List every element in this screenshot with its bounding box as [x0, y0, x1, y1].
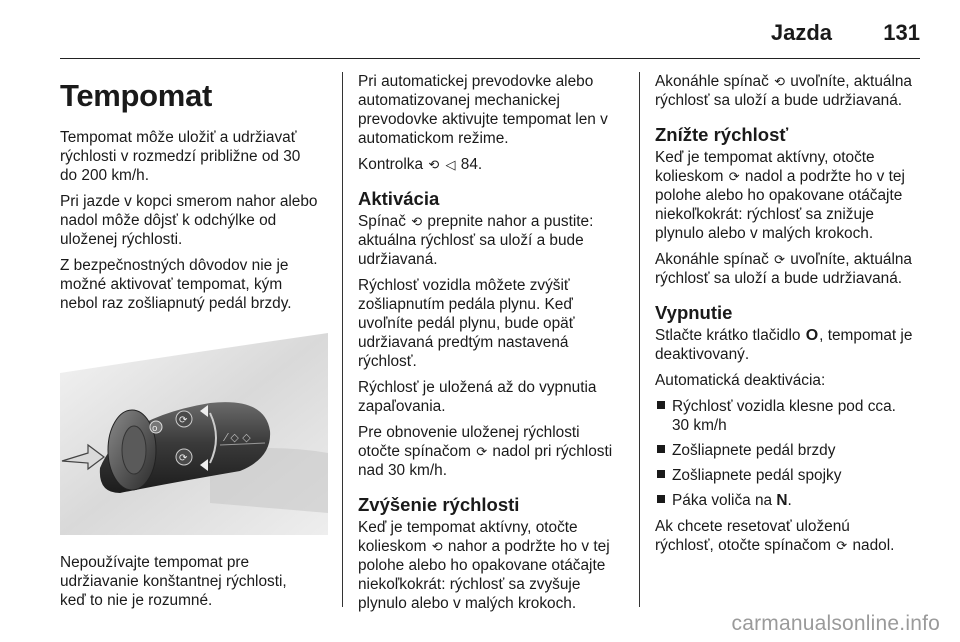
- cruise-control-icon: ⟲: [428, 157, 440, 172]
- text-line: rýchlosti v rozmedzí približne od 30: [60, 148, 301, 165]
- bullet-icon: [657, 470, 665, 478]
- svg-text:⁄ ◇ ◇: ⁄ ◇ ◇: [225, 431, 251, 444]
- stalk-drawing: [60, 333, 328, 535]
- column-2: [358, 72, 630, 620]
- cruise-switch-icon: ⟲: [774, 74, 785, 89]
- decrease-switch-icon: ⟳: [774, 252, 785, 267]
- column-3: [655, 72, 925, 562]
- text-line: zapaľovania.: [358, 398, 446, 415]
- text-line: Z bezpečnostných dôvodov nie je: [60, 257, 289, 274]
- warning-paragraph: [60, 553, 328, 610]
- text-line: do 200 km/h.: [60, 167, 149, 184]
- page-reference-icon[interactable]: ◁: [445, 157, 456, 172]
- bullet-icon: [657, 445, 665, 453]
- column-divider-1: [342, 72, 343, 607]
- text-line: Spínač ⟲ prepnite nahor a pustite:: [358, 213, 594, 230]
- text-line: Rýchlosť je uložená až do vypnutia: [358, 379, 597, 396]
- auto-deactivation-label: Automatická deaktivácia:: [655, 372, 826, 389]
- text-line: Pre obnovenie uloženej rýchlosti: [358, 424, 580, 441]
- accelerate-paragraph: [358, 276, 630, 371]
- reset-paragraph: [655, 517, 925, 555]
- text-line: udržiavanie konštantnej rýchlosti,: [60, 573, 287, 590]
- section-heading-increase: Zvýšenie rýchlosti: [358, 494, 520, 515]
- column-divider-2: [639, 72, 640, 607]
- text-line: Akonáhle spínač ⟳ uvoľníte, aktuálna: [655, 251, 912, 268]
- text-line: automatickom režime.: [358, 130, 509, 147]
- text-line: plynulo alebo v malých krokoch.: [655, 225, 874, 242]
- text-line: Ak chcete resetovať uloženú: [655, 518, 850, 535]
- increase-paragraph: [358, 518, 630, 613]
- release-paragraph: [655, 72, 925, 110]
- safety-paragraph: [60, 256, 328, 313]
- section-heading-activation: Aktivácia: [358, 188, 440, 209]
- list-item: [655, 466, 925, 485]
- svg-text:⟳: ⟳: [179, 453, 188, 464]
- text-line: nadol môže dôjsť k odchýlke od: [60, 212, 277, 229]
- text-line: Stlačte krátko tlačidlo O, tempomat je: [655, 327, 913, 344]
- text-line: deaktivovaný.: [655, 346, 750, 363]
- reduce-paragraph: [655, 148, 925, 243]
- column-1: [60, 72, 328, 617]
- text-line: rýchlosť sa uloží a bude udržiavaná.: [655, 92, 903, 109]
- text-line: Nepoužívajte tempomat pre: [60, 554, 250, 571]
- section-heading-off: Vypnutie: [655, 302, 733, 323]
- header-divider: [60, 58, 920, 59]
- resume-paragraph: [358, 423, 630, 480]
- text-line: Zošliapnete pedál spojky: [672, 467, 842, 484]
- text-line: Tempomat môže uložiť a udržiavať: [60, 129, 297, 146]
- text-line: 30 km/h: [672, 417, 727, 434]
- text-line: prevodovke aktivujte tempomat len v: [358, 111, 608, 128]
- section-title: Jazda: [770, 20, 832, 45]
- text-line: uloženej rýchlosti.: [60, 231, 183, 248]
- list-item: [655, 397, 925, 435]
- section-heading-reduce: Znížte rýchlosť: [655, 124, 789, 145]
- text-line: rýchlosť sa uloží a bude udržiavaná.: [655, 270, 903, 287]
- text-line: Pri automatickej prevodovke alebo: [358, 73, 594, 90]
- bullet-icon: [657, 401, 665, 409]
- text-line: možné aktivovať tempomat, kým: [60, 276, 283, 293]
- text-line: niekoľkokrát: rýchlosť sa znižuje: [655, 206, 874, 223]
- bullet-icon: [657, 495, 665, 503]
- list-item: [655, 441, 925, 460]
- svg-text:o: o: [152, 424, 158, 434]
- cruise-switch-icon: ⟲: [411, 214, 423, 229]
- off-paragraph: [655, 326, 925, 364]
- text-line: Zošliapnete pedál brzdy: [672, 442, 836, 459]
- hill-paragraph: [60, 192, 328, 249]
- text-line: plynulo alebo v malých krokoch.: [358, 595, 577, 612]
- text-line: aktuálna rýchlosť sa uloží a bude: [358, 232, 584, 249]
- page-number: 131: [883, 20, 920, 45]
- page-header: [60, 10, 920, 56]
- text-line: Rýchlosť vozidla môžete zvýšiť: [358, 277, 570, 294]
- text-line: zošliapnutím pedála plynu. Keď: [358, 296, 573, 313]
- text-line: rýchlosť.: [358, 353, 417, 370]
- intro-paragraph: [60, 128, 328, 185]
- increase-wheel-icon: ⟲: [431, 539, 443, 554]
- text-line: uvoľníte pedál plynu, bude opäť: [358, 315, 575, 332]
- text-line: Akonáhle spínač ⟲ uvoľníte, aktuálna: [655, 73, 912, 90]
- text-line: polohe alebo ho opakovane otáčajte: [655, 187, 903, 204]
- text-line: automatizovanej mechanickej: [358, 92, 560, 109]
- reset-switch-icon: ⟳: [836, 538, 848, 553]
- resume-switch-icon: ⟳: [476, 444, 488, 459]
- page-reference[interactable]: 84.: [460, 156, 483, 173]
- cruise-control-stalk-illustration: [60, 333, 328, 535]
- text-line: kolieskom ⟲ nahor a podržte ho v tej: [358, 538, 610, 555]
- list-item: [655, 491, 925, 510]
- text-line: kolieskom ⟳ nadol a podržte ho v tej: [655, 168, 905, 185]
- reduce-release-paragraph: [655, 250, 925, 288]
- text-line: Kontrolka: [358, 156, 424, 173]
- transmission-paragraph: [358, 72, 630, 148]
- activation-paragraph: [358, 212, 630, 269]
- text-line: Keď je tempomat aktívny, otočte: [358, 519, 578, 536]
- text-line: Pri jazde v kopci smerom nahor alebo: [60, 193, 318, 210]
- text-line: rýchlosť, otočte spínačom ⟳ nadol.: [655, 537, 895, 554]
- text-line: udržiavaná.: [358, 251, 438, 268]
- off-button-icon: O: [805, 327, 819, 344]
- watermark: carmanualsonline.info: [731, 612, 940, 635]
- decrease-wheel-icon: ⟳: [728, 169, 740, 184]
- text-line: Páka voliča na N.: [672, 492, 792, 509]
- text-line: udržiavaná predtým nastavená: [358, 334, 569, 351]
- text-line: nebol raz zošliapnutý pedál brzdy.: [60, 295, 292, 312]
- text-line: keď to nie je rozumné.: [60, 592, 213, 609]
- text-line: nad 30 km/h.: [358, 462, 447, 479]
- svg-text:⟳: ⟳: [179, 415, 188, 426]
- text-line: niekoľkokrát: rýchlosť sa zvyšuje: [358, 576, 581, 593]
- auto-deactivation-list: [655, 397, 925, 510]
- indicator-reference: [358, 155, 630, 174]
- text-line: Rýchlosť vozidla klesne pod cca.: [672, 398, 896, 415]
- chapter-title: Tempomat: [60, 78, 213, 113]
- text-line: otočte spínačom ⟳ nadol pri rýchlosti: [358, 443, 613, 460]
- stored-paragraph: [358, 378, 630, 416]
- text-line: Keď je tempomat aktívny, otočte: [655, 149, 875, 166]
- text-line: polohe alebo ho opakovane otáčajte: [358, 557, 606, 574]
